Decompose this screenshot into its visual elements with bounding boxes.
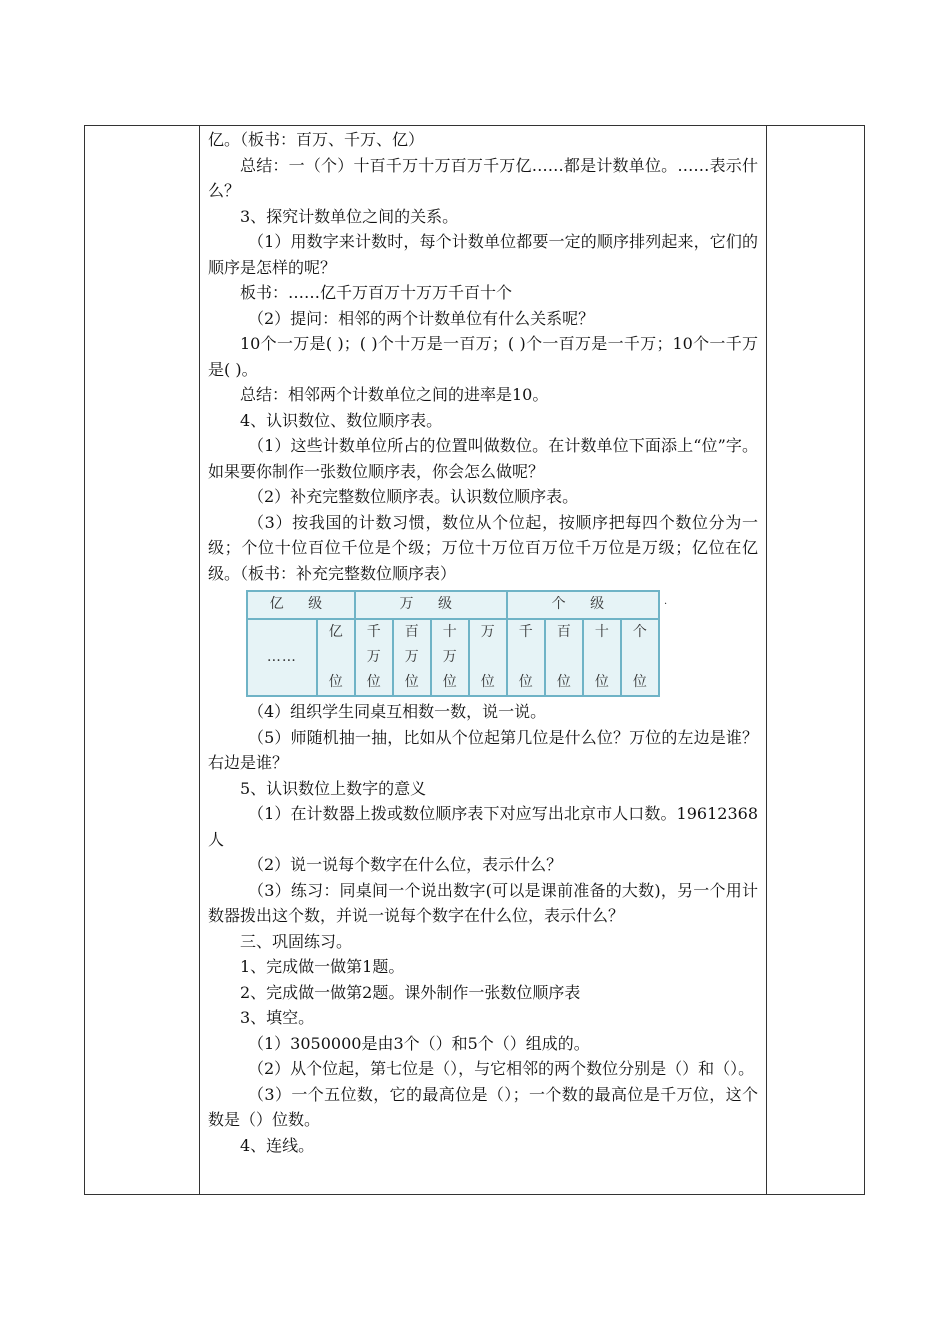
lesson-paragraph: 4、认识数位、数位顺序表。 [240,410,443,430]
place-char [470,645,506,670]
lesson-paragraph: 2、完成做一做第2题。课外制作一张数位顺序表 [240,982,581,1002]
place-cell [583,619,621,696]
lesson-content [208,127,758,1158]
place-char: 万 [404,649,419,665]
lesson-paragraph: （2）说一说每个数字在什么位，表示什么？ [248,855,563,874]
place-char: 十 [442,624,457,640]
lesson-paragraph: 5、认识数位上数字的意义 [240,778,427,798]
text-block-bottom [208,699,758,1158]
place-value-table [246,590,660,697]
lesson-paragraph: 总结：相邻两个计数单位之间的进率是10。 [240,385,549,404]
place-char: 百 [556,624,571,640]
place-char: 位 [366,674,381,690]
place-char: 千 [366,624,381,640]
lesson-paragraph: 总结：一（个）十百千万十万百万千万亿……都是计数单位。……表示什么？ [208,155,758,200]
lesson-paragraph: （1）用数字来计数时，每个计数单位都要一定的顺序排列起来，它们的顺序是怎样的呢？ [208,232,758,277]
place-char [508,645,544,670]
place-char: 个 [632,624,647,640]
place-cell [431,619,469,696]
lesson-paragraph: （2）从个位起，第七位是（），与它相邻的两个数位分别是（）和（）。 [248,1059,755,1078]
place-cell [355,619,393,696]
lesson-paragraph: 三、巩固练习。 [240,931,353,951]
place-char: 万 [480,624,495,640]
lesson-paragraph: 1、完成做一做第1题。 [240,957,405,976]
level-wan: 万 级 [355,591,507,619]
level-yi: 亿 级 [247,591,355,619]
place-row [247,619,659,696]
level-row [247,591,659,619]
table-mark: · [664,599,668,610]
place-char: 位 [518,674,533,690]
place-char: 位 [404,674,419,690]
column-divider-right [766,126,767,1194]
lesson-paragraph: （4）组织学生同桌互相数一数，说一说。 [248,702,547,721]
lesson-paragraph: 板书：……亿千万百万十万万千百十个 [240,283,513,302]
lesson-paragraph: 3、填空。 [240,1008,315,1027]
lesson-paragraph: 10个一万是( )；( )个十万是一百万；( )个一百万是一千万；10个一千万是( )。 [208,334,758,379]
place-char: 千 [518,624,533,640]
place-cell [621,619,659,696]
place-char: 万 [366,649,381,665]
place-char: 位 [442,674,457,690]
place-cell [393,619,431,696]
lesson-paragraph: （1）这些计数单位所占的位置叫做数位。在计数单位下面添上“位”字。如果要你制作一张数位顺序表，你会怎么做呢？ [208,436,758,481]
place-char [546,645,582,670]
place-char: 万 [442,649,457,665]
lesson-paragraph: （3）一个五位数，它的最高位是（）；一个数的最高位是千万位，这个数是（）位数。 [208,1084,758,1129]
place-char [584,645,620,670]
lesson-paragraph: 4、连线。 [240,1135,315,1155]
place-cell [317,619,355,696]
place-char: 百 [404,624,419,640]
lesson-paragraph: （3）按我国的计数习惯，数位从个位起，按顺序把每四个数位分为一级；个位十位百位千位是个级；万位十万位百万位千万位是万级；亿位在亿级。（板书：补充完整数位顺序表） [208,512,758,583]
place-value-chart [246,590,668,693]
place-cell [507,619,545,696]
place-char: 十 [594,624,609,640]
text-block-top [208,127,758,586]
lesson-paragraph: （1）在计数器上拨或数位顺序表下对应写出北京市人口数。19612368人 [208,804,758,849]
lesson-paragraph: 亿。（板书：百万、千万、亿） [208,130,425,149]
place-char: 亿 [328,624,343,640]
lesson-paragraph: 3、探究计数单位之间的关系。 [240,206,459,226]
place-char: 位 [632,674,647,690]
place-char: 位 [480,674,495,690]
lesson-paragraph: （2）提问：相邻的两个计数单位有什么关系呢？ [248,308,595,328]
level-ge: 个 级 [507,591,659,619]
lesson-paragraph: （3）练习：同桌间一个说出数字(可以是课前准备的大数)，另一个用计数器拨出这个数，并说一说每个数字在什么位，表示什么？ [208,880,758,925]
place-char: 位 [594,674,609,690]
place-char: 位 [328,674,343,690]
column-divider-left [199,126,200,1194]
place-char [318,645,354,670]
place-cell [545,619,583,696]
lesson-paragraph: （2）补充完整数位顺序表。认识数位顺序表。 [248,487,579,506]
place-cell [469,619,507,696]
lesson-paragraph: （5）师随机抽一抽，比如从个位起第几位是什么位？万位的左边是谁？右边是谁？ [208,727,758,772]
lesson-paragraph: （1）3050000是由3个（）和5个（）组成的。 [248,1033,590,1053]
place-char: 位 [556,674,571,690]
place-char [622,645,658,670]
dots-cell: …… [247,619,317,696]
